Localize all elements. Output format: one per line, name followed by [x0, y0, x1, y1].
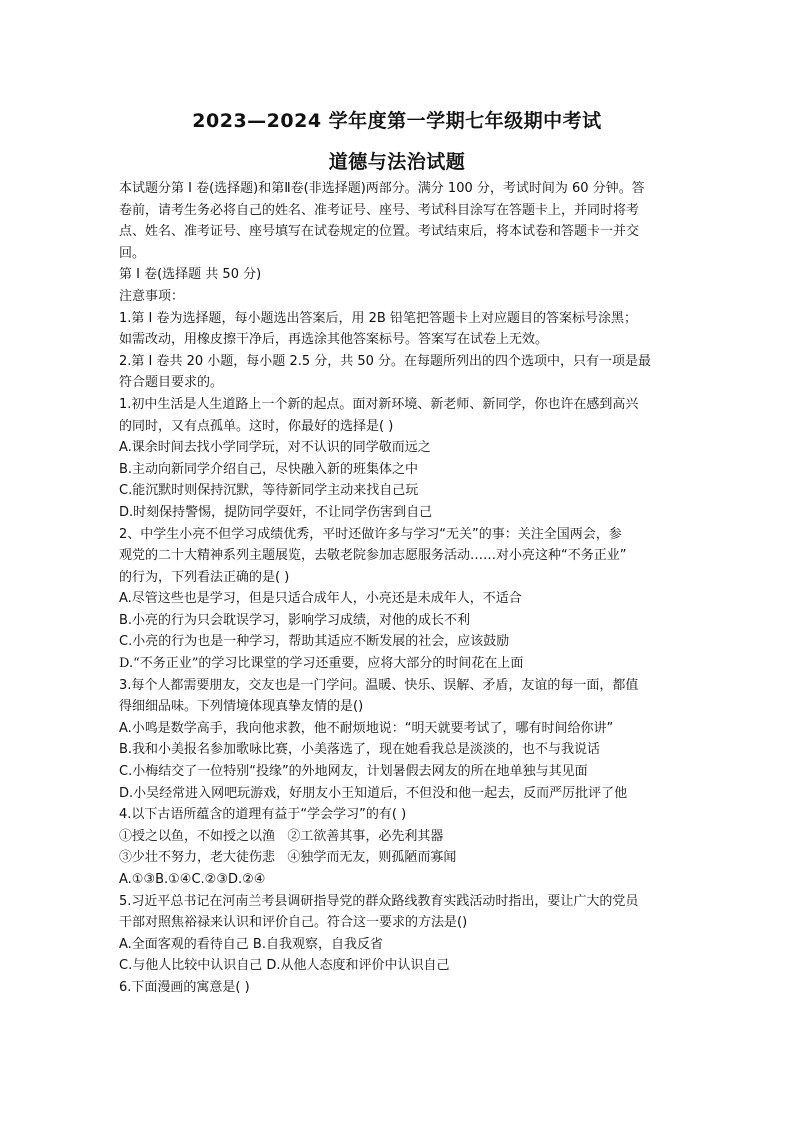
note-line: 符合题目要求的。	[119, 375, 224, 391]
question-stem: 1.初中生活是人生道路上一个新的起点。面对新环境、新老师、新同学，你也许在感到高兴	[119, 396, 639, 412]
question-stem: 6.下面漫画的寓意是( )	[119, 979, 250, 995]
proverb-item: ③少壮不努力，老大徒伤悲	[119, 850, 276, 866]
proverb-item: ④独学而无友，则孤陋而寡闻	[287, 850, 457, 866]
option-row: A.全面客观的看待自己 B.自我观察，自我反省	[119, 936, 383, 952]
answer-options: A.①③B.①④C.②③D.②④	[119, 872, 266, 887]
option-b: B.我和小美报名参加歌咏比赛，小美落选了，现在她看我总是淡淡的，也不与我说话	[119, 742, 601, 758]
option-d: D.时刻保持警惕，提防同学耍奸，不让同学伤害到自己	[119, 504, 433, 520]
proverb-item: ①授之以鱼，不如授之以渔	[119, 828, 276, 844]
instructions	[119, 178, 679, 394]
option-c: C.能沉默时则保持沉默，等待新同学主动来找自己玩	[119, 483, 419, 499]
question-stem: 观党的二十大精神系列主题展览，去敬老院参加志愿服务活动……对小亮这种“不务正业”	[119, 548, 627, 564]
option-b: B.主动向新同学介绍自己，尽快融入新的班集体之中	[119, 461, 419, 477]
question-stem: 3.每个人都需要朋友，交友也是一门学问。温暖、快乐、误解、矛盾，友谊的每一面，都值	[119, 677, 639, 693]
question-4	[119, 804, 679, 890]
note-line: 2.第 I 卷共 20 小题，每小题 2.5 分，共 50 分。在每题所列出的四个选项中，只有一项是最	[119, 353, 652, 369]
option-c: C.小亮的行为也是一种学习，帮助其适应不断发展的社会，应该鼓励	[119, 634, 510, 650]
proverb-item: ②工欲善其事，必先利其器	[287, 828, 444, 844]
intro-line: 回。	[119, 245, 146, 261]
option-b: B.小亮的行为只会耽误学习，影响学习成绩，对他的成长不利	[119, 612, 471, 628]
notes-heading: 注意事项：	[119, 288, 185, 304]
option-d: D.小吴经常进入网吧玩游戏，好朋友小王知道后，不但没和他一起去，反而严厉批评了他	[119, 785, 628, 801]
intro-line: 卷前，请考生务必将自己的姓名、准考证号、座号、考试科目涂写在答题卡上，并同时将考	[119, 202, 640, 218]
note-line: 1.第 I 卷为选择题，每小题选出答案后，用 2B 铅笔把答题卡上对应题目的答案标号涂黑；	[119, 310, 637, 326]
question-stem: 的行为，下列看法正确的是( )	[119, 569, 290, 585]
option-a: A.小鸣是数学高手，我向他求教，他不耐烦地说：“明天就要考试了，哪有时间给你讲”	[119, 720, 614, 736]
exam-content	[119, 178, 679, 999]
note-line: 如需改动，用橡皮擦干净后，再选涂其他答案标号。答案写在试卷上无效。	[119, 332, 549, 348]
question-stem: 得细细品味。下列情境体现真挚友情的是()	[119, 699, 364, 715]
question-6	[119, 977, 679, 999]
part1-heading: 第 I 卷(选择题 共 50 分)	[119, 267, 262, 283]
exam-title: 2023—2024 学年度第一学期七年级期中考试	[192, 110, 602, 132]
proverb-row	[119, 847, 679, 869]
question-5	[119, 891, 679, 977]
question-stem: 2、中学生小亮不但学习成绩优秀，平时还做许多与学习“无关”的事：关注全国两会，参	[119, 526, 622, 542]
question-stem: 的同时，又有点孤单。这时，你最好的选择是( )	[119, 418, 394, 434]
option-a: A.课余时间去找小学同学玩，对不认识的同学敬而远之	[119, 440, 431, 456]
question-stem: 5.习近平总书记在河南兰考县调研指导党的群众路线教育实践活动时指出，要让广大的党员	[119, 893, 639, 909]
question-2	[119, 524, 679, 675]
question-stem: 4.以下古语所蕴含的道理有益于“学会学习”的有( )	[119, 807, 407, 823]
option-row: C.与他人比较中认识自己 D.从他人态度和评价中认识自己	[119, 958, 450, 974]
option-a: A.尽管这些也是学习，但是只适合成年人，小亮还是未成年人，不适合	[119, 591, 522, 607]
question-stem: 干部对照焦裕禄来认识和评价自己。符合这一要求的方法是()	[119, 915, 468, 931]
proverb-row	[119, 826, 679, 848]
option-d: D.“不务正业”的学习比课堂的学习还重要，应将大部分的时间花在上面	[119, 656, 524, 672]
option-c: C.小梅结交了一位特别“投缘”的外地网友，计划暑假去网友的所在地单独与其见面	[119, 764, 588, 780]
intro-line: 点、姓名、准考证号、座号填写在试卷规定的位置。考试结束后，将本试卷和答题卡一并交	[119, 224, 640, 240]
question-3	[119, 675, 679, 805]
exam-subtitle: 道德与法治试题	[328, 151, 466, 173]
question-1	[119, 394, 679, 524]
intro-line: 本试题分第 I 卷(选择题)和第Ⅱ卷(非选择题)两部分。满分 100 分，考试时间为 60 分钟。答	[119, 181, 645, 196]
